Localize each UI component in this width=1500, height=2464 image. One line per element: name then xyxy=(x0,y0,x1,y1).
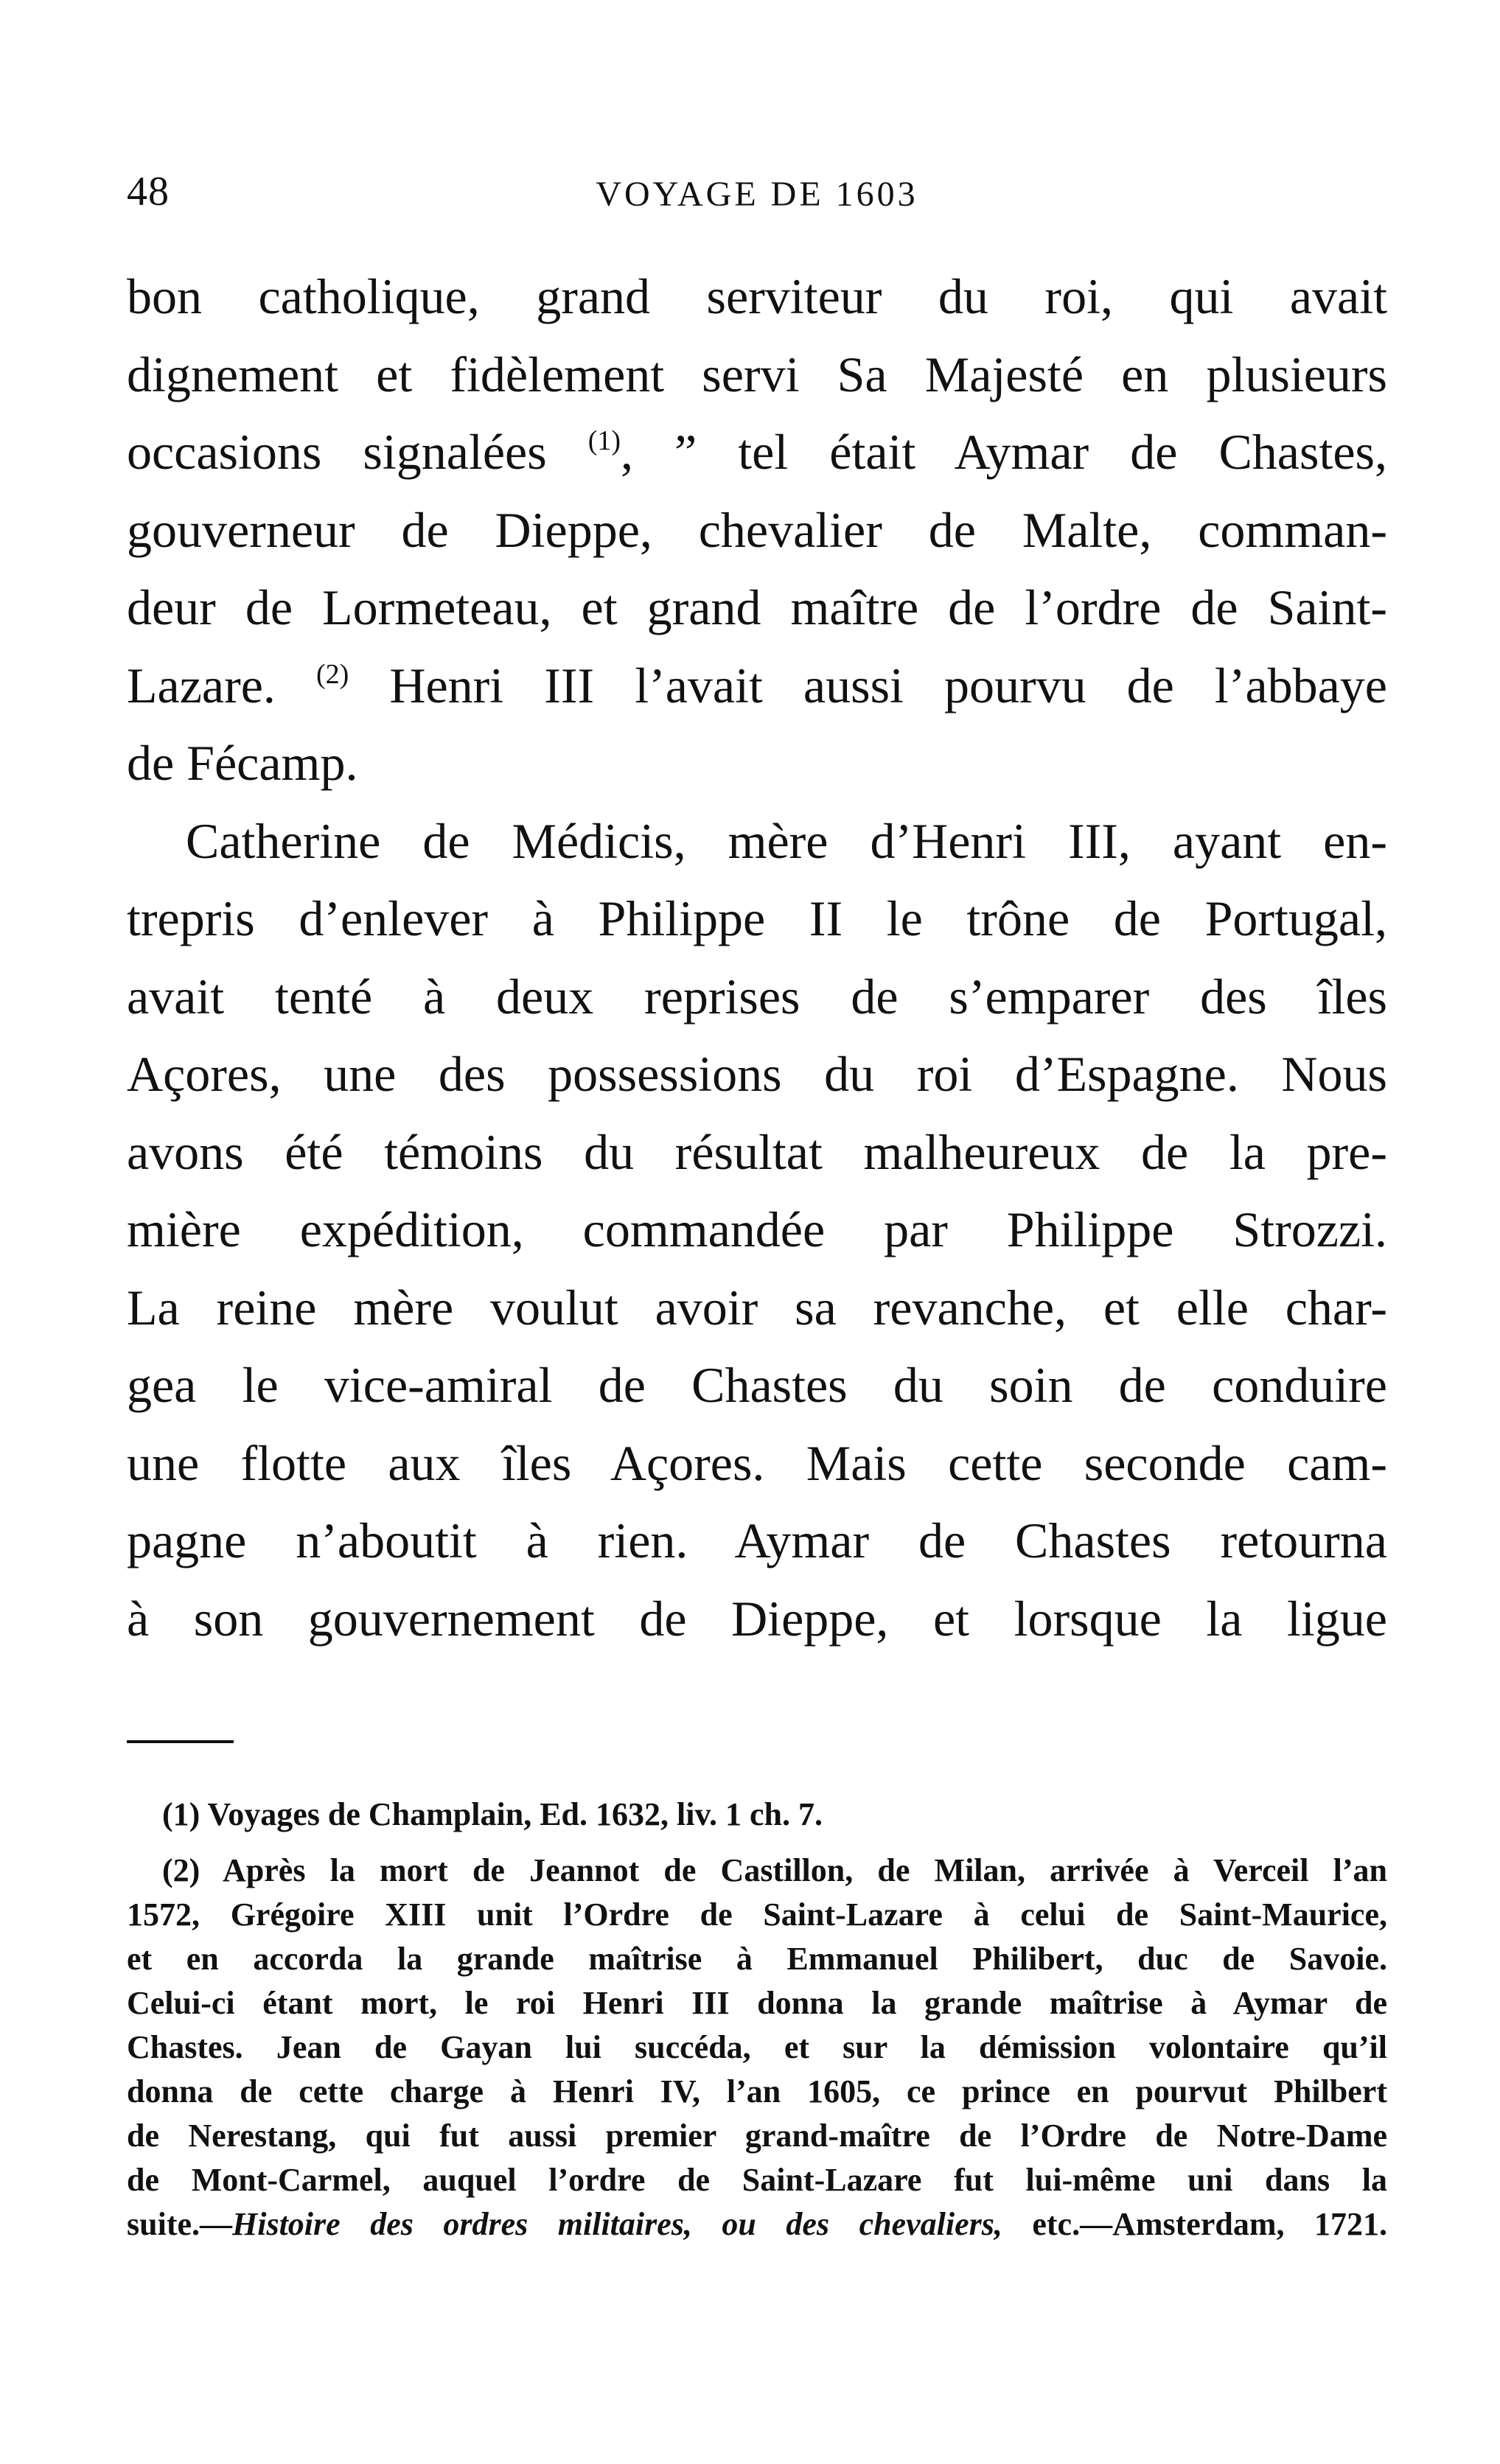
text-segment: Henri III l’avait aussi pourvu de l’abbaye xyxy=(349,657,1387,713)
text-line: trepris d’enlever à Philippe II le trône de Portugal, xyxy=(127,890,1387,946)
text-line: une flotte aux îles Açores. Mais cette seconde cam- xyxy=(127,1434,1387,1491)
footnote-2-line: (2) Après la mort de Jeannot de Castillon, de Milan, arrivée à Verceil l’an xyxy=(162,1852,1387,1888)
text-line: Açores, une des possessions du roi d’Espagne. Nous xyxy=(127,1046,1387,1102)
paragraph-first-line: Catherine de Médicis, mère d’Henri III, ayant en- xyxy=(186,812,1387,869)
text-line xyxy=(127,413,1387,492)
text-line: gea le vice-amiral de Chastes du soin de conduire xyxy=(127,1357,1387,1413)
footnote-2-line: 1572, Grégoire XIII unit l’Ordre de Saint-Lazare à celui de Saint-Maurice, xyxy=(127,1896,1387,1933)
text-line: avait tenté à deux reprises de s’emparer des îles xyxy=(127,968,1387,1025)
main-text xyxy=(127,258,1387,1658)
footnote-2-line: de Mont-Carmel, auquel l’ordre de Saint-Lazare fut lui-même uni dans la xyxy=(127,2162,1387,2198)
text-segment: Lazare. xyxy=(127,657,316,713)
text-segment: , ” tel était Aymar de Chastes, xyxy=(621,424,1387,480)
text-segment: occasions signalées xyxy=(127,424,588,480)
text-line xyxy=(127,647,1387,725)
page-header xyxy=(127,168,1387,227)
text-line: pagne n’aboutit à rien. Aymar de Chastes retourna xyxy=(127,1512,1387,1568)
text-line: à son gouvernement de Dieppe, et lorsque la ligue xyxy=(127,1590,1387,1647)
text-line: deur de Lormeteau, et grand maître de l’ordre de Saint- xyxy=(127,579,1387,635)
footnote-2-line: de Nerestang, qui fut aussi premier grand-maître de l’Ordre de Notre-Dame xyxy=(127,2118,1387,2154)
text-line: avons été témoins du résultat malheureux de la pre- xyxy=(127,1123,1387,1180)
text-segment: etc.—Amsterdam, 1721. xyxy=(1002,2206,1387,2242)
text-line: mière expédition, commandée par Philippe Strozzi. xyxy=(127,1201,1387,1257)
footnote-1: (1) Voyages de Champlain, Ed. 1632, liv. 1 ch. 7. xyxy=(162,1796,823,1832)
text-line: dignement et fidèlement servi Sa Majesté en plusieurs xyxy=(127,346,1387,402)
footnote-2-line: et en accorda la grande maîtrise à Emmanuel Philibert, duc de Savoie. xyxy=(127,1941,1387,1977)
footnotes xyxy=(127,1793,1387,2247)
page-number: 48 xyxy=(127,169,170,214)
footnote-2-last-line xyxy=(127,2202,1387,2247)
text-line: La reine mère voulut avoir sa revanche, et elle char- xyxy=(127,1279,1387,1336)
footnote-separator xyxy=(127,1740,234,1743)
text-line: bon catholique, grand serviteur du roi, qui avait xyxy=(127,268,1387,324)
footnote-reference[interactable]: (2) xyxy=(315,658,349,690)
footnote-2-line: Celui-ci étant mort, le roi Henri III donna la grande maîtrise à Aymar de xyxy=(127,1985,1387,2021)
text-line: de Fécamp. xyxy=(127,735,358,791)
text-segment: suite.— xyxy=(127,2206,232,2242)
text-line: gouverneur de Dieppe, chevalier de Malte, comman- xyxy=(127,501,1387,558)
footnote-2-line: donna de cette charge à Henri IV, l’an 1605, ce prince en pourvut Philbert xyxy=(127,2073,1387,2109)
footnote-2-line: Chastes. Jean de Gayan lui succéda, et sur la démission volontaire qu’il xyxy=(127,2029,1387,2065)
running-head: VOYAGE DE 1603 xyxy=(596,175,918,214)
footnote-reference[interactable]: (1) xyxy=(587,425,621,456)
footnote-gap xyxy=(127,1837,1387,1849)
citation-title: Histoire des ordres militaires, ou des chevaliers, xyxy=(232,2206,1002,2242)
